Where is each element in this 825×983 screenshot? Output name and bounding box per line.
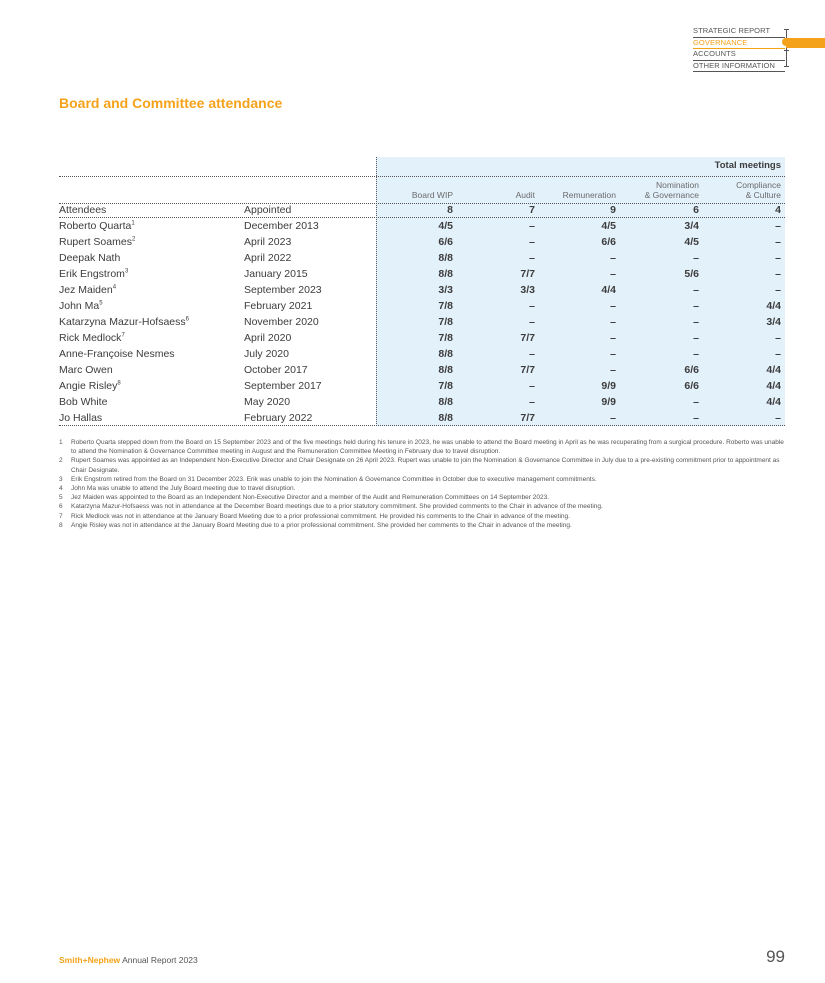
attendance-value: 4/4 <box>766 364 781 376</box>
attendance-value: – <box>610 348 616 360</box>
attendance-value: 3/4 <box>766 316 781 328</box>
footnote-reference: 6 <box>185 316 189 323</box>
footnote-number: 2 <box>59 457 63 465</box>
attendance-value: – <box>775 220 781 232</box>
attendee-name <box>59 347 175 361</box>
column-header-line2: Remuneration <box>562 190 616 200</box>
footnote-number: 6 <box>59 503 63 511</box>
appointed-date: February 2022 <box>244 412 313 424</box>
appointed-date: April 2020 <box>244 332 292 344</box>
attendance-value: 7/7 <box>520 268 535 280</box>
column-total: 4 <box>775 204 781 216</box>
attendance-value: – <box>529 380 535 392</box>
footnote <box>59 521 787 530</box>
attendance-value: – <box>775 268 781 280</box>
attendee-name-text: Erik Engstrom <box>59 268 125 280</box>
attendance-value: – <box>693 332 699 344</box>
appointed-date: September 2017 <box>244 380 322 392</box>
header-rule <box>59 176 785 177</box>
footnote-text: Jez Maiden was appointed to the Board as an Independent Non-Executive Director and a member of the Audit and Remuneration Committees on 14 September 2023. <box>71 494 550 502</box>
footnote <box>59 493 787 502</box>
attendee-name <box>59 267 128 281</box>
attendee-name-text: Deepak Nath <box>59 252 121 264</box>
footnote <box>59 456 787 474</box>
attendee-name-text: Roberto Quarta <box>59 220 132 232</box>
attendance-value: – <box>610 252 616 264</box>
footnote-number: 7 <box>59 512 63 520</box>
attendance-value: 6/6 <box>438 236 453 248</box>
brand-name: Smith+Nephew <box>59 955 121 965</box>
attendee-name-text: Angie Risley <box>59 380 118 392</box>
footer <box>59 955 198 965</box>
attendance-value: 5/6 <box>684 268 699 280</box>
attendance-value: 8/8 <box>438 252 453 264</box>
column-header-line1: Nomination <box>656 180 699 190</box>
column-header-appointed: Appointed <box>244 204 292 216</box>
column-total: 6 <box>693 204 699 216</box>
footnote <box>59 502 787 511</box>
footnote-reference: 2 <box>131 236 136 243</box>
attendee-name <box>59 219 135 233</box>
appointed-date: September 2023 <box>244 284 322 296</box>
footnote <box>59 512 787 521</box>
attendee-name <box>59 235 135 249</box>
attendee-name-text: John Ma <box>59 300 100 312</box>
appointed-date: December 2013 <box>244 220 319 232</box>
attendee-name <box>59 363 113 377</box>
footnote <box>59 484 787 493</box>
attendee-name-text: Katarzyna Mazur-Hofsaess <box>59 316 186 328</box>
footnote-reference: 4 <box>112 284 117 291</box>
column-header-attendees: Attendees <box>59 204 107 216</box>
nav-active-marker <box>782 38 790 46</box>
nav-item-strategic-report[interactable]: STRATEGIC REPORT <box>693 26 785 38</box>
attendance-value: 6/6 <box>601 236 616 248</box>
column-header-line2: & Governance <box>644 190 699 200</box>
appointed-date: February 2021 <box>244 300 313 312</box>
footnote <box>59 438 787 456</box>
appointed-date: July 2020 <box>244 348 289 360</box>
footnote <box>59 475 787 484</box>
attendance-value: – <box>529 348 535 360</box>
total-meetings-label: Total meetings <box>714 160 781 171</box>
attendance-value: 6/6 <box>684 364 699 376</box>
attendance-value: 8/8 <box>438 268 453 280</box>
attendance-value: 9/9 <box>601 396 616 408</box>
report-title: Annual Report 2023 <box>120 955 198 965</box>
page-title: Board and Committee attendance <box>59 95 283 111</box>
appointed-date: May 2020 <box>244 396 291 408</box>
attendance-value: 4/4 <box>766 300 781 312</box>
attendance-value: 4/5 <box>601 220 616 232</box>
nav-item-other-information[interactable]: OTHER INFORMATION <box>693 61 785 73</box>
column-total: 7 <box>529 204 535 216</box>
column-total: 9 <box>610 204 616 216</box>
footnote-text: Rupert Soames was appointed as an Independent Non-Executive Director and Chair Designate on 26 April 2023. Rupert was unable to join the Nomination & Governance Committee in July due to a pre-existing commitment prior to appointment as Chair Designate. <box>71 457 780 474</box>
nav-active-tab <box>786 38 825 48</box>
attendee-name <box>59 315 189 329</box>
attendee-name-text: Marc Owen <box>59 364 113 376</box>
column-total: 8 <box>447 204 453 216</box>
footnote-reference: 3 <box>124 268 129 275</box>
attendance-value: 3/3 <box>520 284 535 296</box>
column-divider <box>376 157 377 426</box>
attendance-value: 4/5 <box>438 220 453 232</box>
attendance-value: 7/8 <box>438 316 453 328</box>
attendance-value: – <box>529 252 535 264</box>
footnote-reference: 8 <box>117 380 121 387</box>
attendance-value: – <box>693 412 699 424</box>
nav-tick <box>784 50 789 51</box>
table-bottom-rule <box>59 425 785 426</box>
attendance-value: – <box>693 396 699 408</box>
appointed-date: October 2017 <box>244 364 308 376</box>
footnote-number: 4 <box>59 485 63 493</box>
attendance-value: – <box>529 396 535 408</box>
attendance-value: 8/8 <box>438 396 453 408</box>
column-header-line1: Compliance <box>736 180 781 190</box>
attendee-name <box>59 395 107 409</box>
attendee-name-text: Bob White <box>59 396 108 408</box>
footnote-text: Rick Medlock was not in attendance at the January Board Meeting due to a prior professional commitment. He provided his comments to the Chair in advance of the meeting. <box>71 512 570 520</box>
attendee-name-text: Jo Hallas <box>59 412 103 424</box>
page-number: 99 <box>766 947 785 966</box>
appointed-date: November 2020 <box>244 316 319 328</box>
attendance-value: – <box>693 252 699 264</box>
footnote-number: 5 <box>59 494 63 502</box>
attendee-name <box>59 411 102 425</box>
attendance-value: 9/9 <box>601 380 616 392</box>
attendance-value: – <box>610 300 616 312</box>
attendance-value: 7/8 <box>438 332 453 344</box>
attendee-name <box>59 299 103 313</box>
attendance-value: – <box>775 332 781 344</box>
attendance-value: – <box>693 284 699 296</box>
header-rule <box>59 217 785 218</box>
footnotes <box>59 438 787 530</box>
appointed-date: April 2022 <box>244 252 292 264</box>
attendee-name-text: Rick Medlock <box>59 332 122 344</box>
attendee-name-text: Rupert Soames <box>59 236 132 248</box>
attendance-value: 4/4 <box>766 396 781 408</box>
footnote-text: John Ma was unable to attend the July Board meeting due to travel disruption. <box>71 485 296 493</box>
footnote-number: 3 <box>59 475 63 483</box>
attendance-value: 7/8 <box>438 380 453 392</box>
attendee-name-text: Anne-Françoise Nesmes <box>59 348 175 360</box>
attendee-name <box>59 331 125 345</box>
attendance-value: – <box>775 348 781 360</box>
attendance-value: – <box>775 284 781 296</box>
attendance-value: – <box>775 236 781 248</box>
attendance-value: 7/7 <box>520 364 535 376</box>
attendance-value: – <box>529 220 535 232</box>
attendance-value: – <box>693 300 699 312</box>
nav-rail <box>786 29 787 67</box>
attendee-name <box>59 379 121 393</box>
attendance-value: – <box>610 332 616 344</box>
attendance-value: 7/7 <box>520 412 535 424</box>
footnote-text: Angie Risley was not in attendance at the January Board Meeting due to a prior professional commitment. She provided her comments to the Chair in advance of the meeting. <box>71 521 572 529</box>
attendance-value: – <box>529 236 535 248</box>
nav-item-accounts[interactable]: ACCOUNTS <box>693 49 785 61</box>
attendance-value: 6/6 <box>684 380 699 392</box>
attendance-value: 3/3 <box>438 284 453 296</box>
footnote-number: 1 <box>59 439 63 446</box>
attendance-value: – <box>610 364 616 376</box>
column-header-line2: Audit <box>515 190 535 200</box>
attendance-value: 4/5 <box>684 236 699 248</box>
appointed-date: January 2015 <box>244 268 308 280</box>
footnote-reference: 5 <box>99 300 103 307</box>
column-header-line2: Board WIP <box>411 190 453 200</box>
attendance-value: – <box>693 348 699 360</box>
attendance-value: – <box>610 412 616 424</box>
footnote-text: Erik Engstrom retired from the Board on 31 December 2023. Erik was unable to join the Nomination & Governance Committee in October due to executive management commitments. <box>71 475 597 483</box>
attendance-value: – <box>610 316 616 328</box>
footnote-text: Roberto Quarta stepped down from the Board on 15 September 2023 and of the five meetings held during his tenure in 2023, he was unable to attend the Board meeting in April as he was recuperating from a surgical procedure. Roberto was unable to attend the Nomination & Governance Committee meeting in August and the Remuneration Committee Meeting in February due to travel disruption. <box>71 439 784 456</box>
attendance-value: 3/4 <box>684 220 699 232</box>
attendance-value: 7/7 <box>520 332 535 344</box>
attendance-value: – <box>775 412 781 424</box>
attendance-value: 8/8 <box>438 348 453 360</box>
attendee-name <box>59 283 116 297</box>
footnote-number: 8 <box>59 521 63 529</box>
appointed-date: April 2023 <box>244 236 292 248</box>
footnote-reference: 1 <box>131 220 135 227</box>
attendance-value: 4/4 <box>766 380 781 392</box>
attendee-name-text: Jez Maiden <box>59 284 113 296</box>
attendance-value: 4/4 <box>601 284 616 296</box>
attendance-value: – <box>529 300 535 312</box>
attendance-value: – <box>693 316 699 328</box>
footnote-text: Katarzyna Mazur-Hofsaess was not in attendance at the December Board meetings due to a prior statutory commitment. She provided comments to the Chair in advance of the meeting. <box>71 503 603 511</box>
attendance-value: 8/8 <box>438 412 453 424</box>
attendee-name <box>59 251 120 265</box>
section-nav <box>693 26 785 72</box>
column-header-line2: & Culture <box>745 190 781 200</box>
attendance-value: – <box>610 268 616 280</box>
attendance-value: 7/8 <box>438 300 453 312</box>
nav-tick <box>784 29 789 30</box>
nav-item-governance[interactable]: GOVERNANCE <box>693 38 785 50</box>
attendance-value: 8/8 <box>438 364 453 376</box>
footnote-reference: 7 <box>121 332 125 339</box>
attendance-value: – <box>529 316 535 328</box>
nav-tick <box>784 66 789 67</box>
attendance-value: – <box>775 252 781 264</box>
